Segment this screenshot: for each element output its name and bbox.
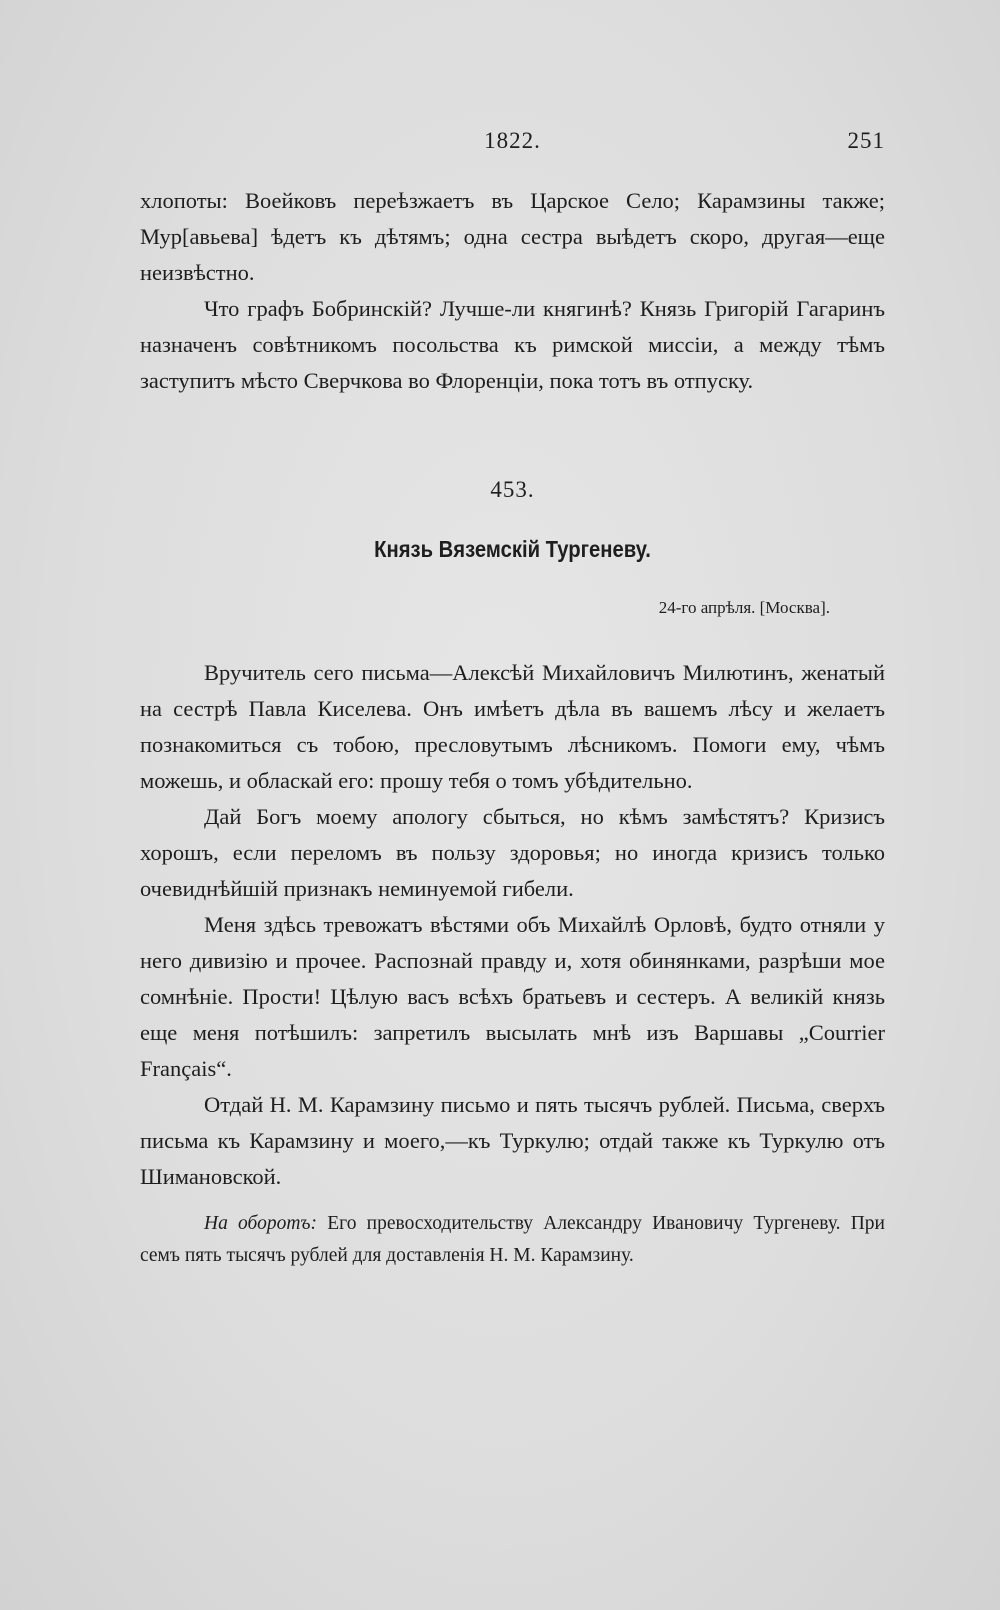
page-number: 251 xyxy=(847,128,885,153)
paragraph: Вручитель сего письма—Алексѣй Михайловичъ Милютинъ, женатый на сестрѣ Павла Киселева. Онъ имѣетъ дѣла въ вашемъ лѣсу и желаетъ познакомиться съ тобою, пресловутымъ лѣсникомъ. Помоги ему, чѣмъ можешь, и обласкай его: прошу тебя о томъ убѣдительно. xyxy=(140,660,885,793)
paragraph: Отдай Н. М. Карамзину письмо и пять тысячъ рублей. Письма, сверхъ письма къ Карамзину и моего,—къ Туркулю; отдай также къ Туркулю отъ Шимановской. xyxy=(140,1092,885,1189)
verso-text: Его превосходительству Александру Ивановичу Тургеневу. При семъ пять тысячъ рублей для доставленія Н. М. Карамзину. xyxy=(140,1213,885,1266)
paragraph: Меня здѣсь тревожатъ вѣстями объ Михайлѣ Орловѣ, будто отняли у него дивизію и прочее. Распознай правду и, хотя обинянками, разрѣши мое сомнѣніе. Прости! Цѣлую васъ всѣхъ братьевъ и сестеръ. А великій князь еще меня потѣшилъ: запретилъ высылать мнѣ изъ Варшавы „Courrier Français“. xyxy=(140,912,885,1081)
verso-note xyxy=(140,1208,885,1272)
letter-dateline: 24-го апрѣля. [Москва]. xyxy=(658,598,830,617)
previous-letter-ending xyxy=(140,183,885,399)
paragraph: хлопоты: Воейковъ переѣзжаетъ въ Царское Село; Карамзины также; Мур[авьева] ѣдетъ къ дѣтямъ; одна сестра выѣдетъ скоро, другая—еще неизвѣстно. xyxy=(140,188,885,285)
paragraph: Дай Богъ моему апологу сбыться, но кѣмъ замѣстятъ? Кризисъ хорошъ, если переломъ въ пользу здоровья; но иногда кризисъ только очевиднѣйшій признакъ неминуемой гибели. xyxy=(140,804,885,901)
verso-label: На оборотъ: xyxy=(204,1213,318,1234)
running-header-year: 1822. xyxy=(484,128,541,153)
letter-number: 453. xyxy=(490,477,535,502)
paragraph: Что графъ Бобринскій? Лучше-ли княгинѣ? Князь Григорій Гагаринъ назначенъ совѣтникомъ посольства къ римской миссіи, а между тѣмъ заступитъ мѣсто Сверчкова во Флоренціи, пока тотъ въ отпуску. xyxy=(140,296,885,393)
running-header xyxy=(140,128,885,164)
letter-title: Князь Вяземскій Тургеневу. xyxy=(374,536,651,562)
letter-body xyxy=(140,655,885,1195)
